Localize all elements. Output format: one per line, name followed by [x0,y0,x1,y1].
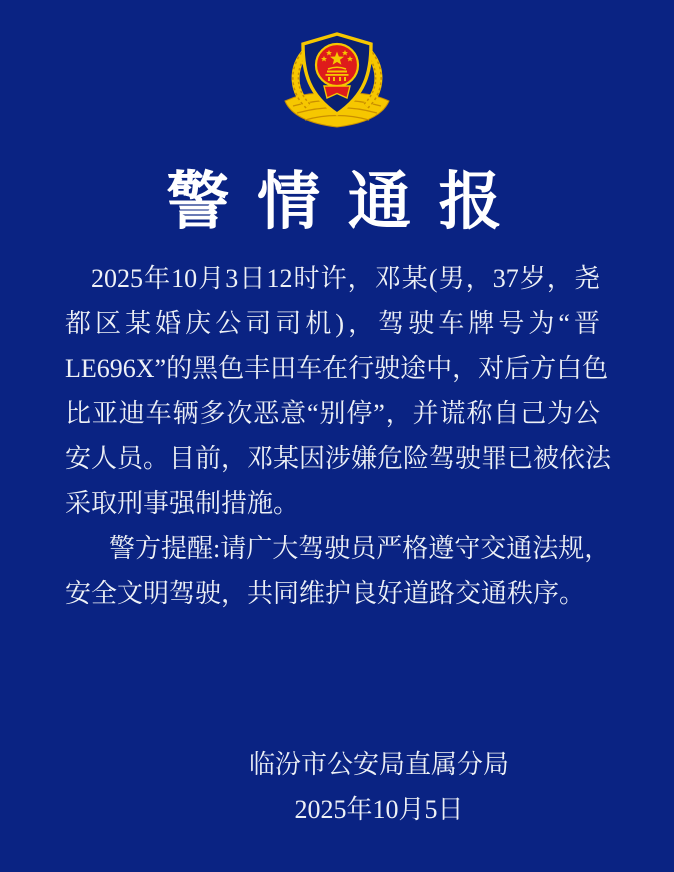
notice-body [65,256,612,616]
body-line: 安人员。目前，邓某因涉嫌危险驾驶罪已被依法 [65,444,612,473]
body-line: 2025年10月3日12时许，邓某(男，37岁，尧 [91,264,600,293]
body-line: 警方提醒:请广大驾驶员严格遵守交通法规， [109,534,611,563]
notice-title: 警 情 通 报 [166,167,508,237]
body-line: 都区某婚庆公司司机)，驾驶车牌号为“晋 [65,309,600,338]
body-line: 安全文明驾驶，共同维护良好道路交通秩序。 [65,579,586,608]
police-badge-icon [277,27,397,139]
signature-block [42,742,674,832]
badge-national-emblem [316,44,358,86]
issue-date: 2025年10月5日 [294,795,464,824]
issuing-authority: 临汾市公安局直属分局 [248,750,509,779]
body-line: 比亚迪车辆多次恶意“别停”，并谎称自己为公 [65,399,600,428]
body-line: 采取刑事强制措施。 [65,489,300,518]
body-line: LE696X”的黑色丰田车在行驶途中，对后方白色 [65,354,609,383]
